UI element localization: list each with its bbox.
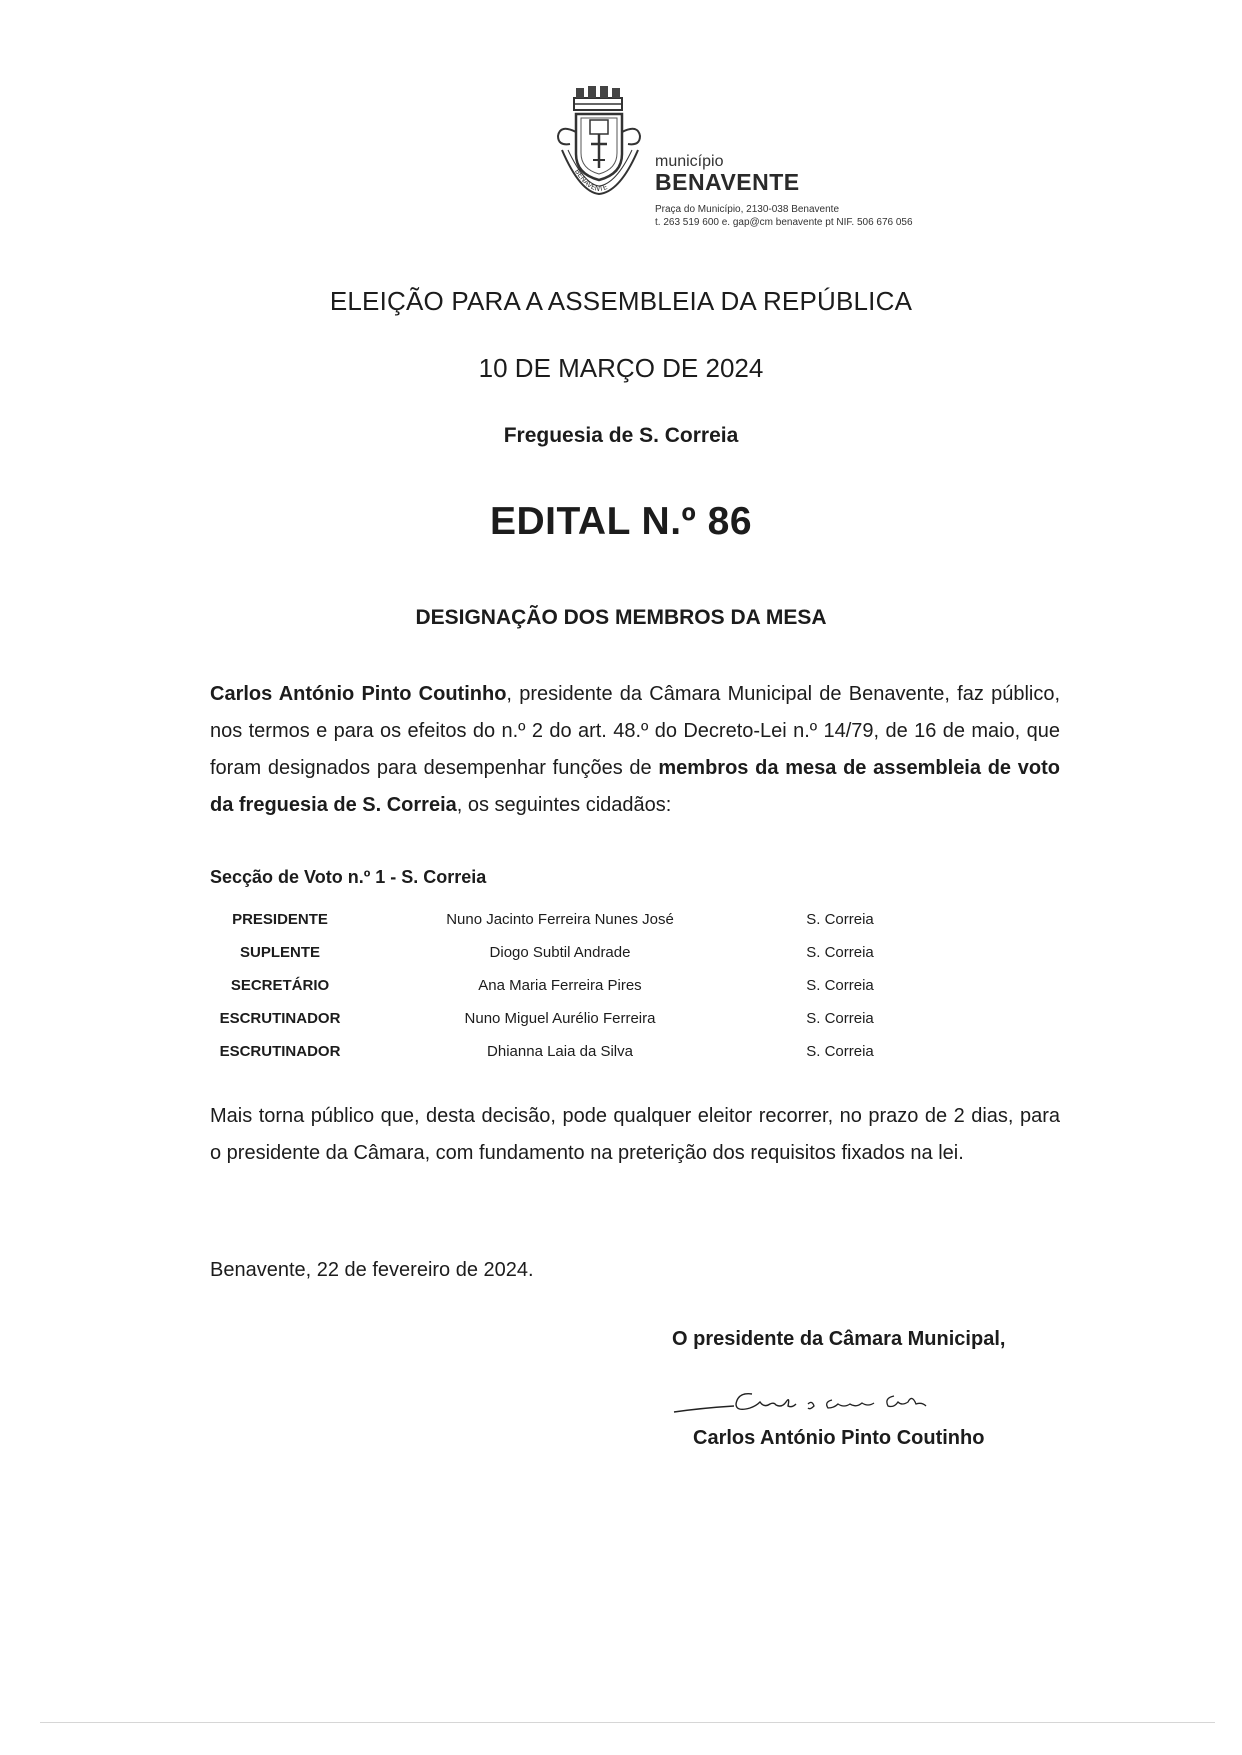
election-date: 10 DE MARÇO DE 2024	[478, 353, 764, 383]
address-block	[655, 203, 913, 229]
municipal-crest-logo	[540, 84, 658, 200]
member-role: SUPLENTE	[239, 944, 320, 961]
election-title: ELEIÇÃO PARA A ASSEMBLEIA DA REPÚBLICA	[329, 286, 913, 316]
member-role: ESCRUTINADOR	[219, 1043, 341, 1060]
member-place: S. Correia	[806, 911, 874, 928]
member-place: S. Correia	[806, 1010, 874, 1027]
member-name: Diogo Subtil Andrade	[489, 944, 631, 961]
parish-name: Freguesia de S. Correia	[503, 424, 739, 447]
member-role: ESCRUTINADOR	[219, 1010, 341, 1027]
section-title: Secção de Voto n.º 1 - S. Correia	[210, 867, 487, 887]
member-name: Nuno Miguel Aurélio Ferreira	[464, 1010, 656, 1027]
intro-text-a: , presidente da Câmara Municipal de Benavente, faz público, nos termos e para os efeitos do n.º 2 do art. 48.º do Decreto-Lei n.º 14/79, de 16 de maio, que foram designados para desempenhar funções de	[210, 683, 1061, 779]
appeal-paragraph: Mais torna público que, desta decisão, pode qualquer eleitor recorrer, no prazo de 2 dias, para o presidente da Câmara, com fundamento na preterição dos requisitos fixados na lei.	[210, 1105, 1060, 1164]
signatory-name: Carlos António Pinto Coutinho	[693, 1427, 985, 1449]
member-name: Dhianna Laia da Silva	[487, 1043, 633, 1060]
president-name-bold: Carlos António Pinto Coutinho	[210, 683, 507, 705]
footer-divider	[40, 1722, 1215, 1723]
handwritten-signature	[672, 1372, 992, 1422]
members-table	[200, 903, 920, 1068]
table-row	[200, 1002, 920, 1035]
edital-number: EDITAL N.º 86	[489, 500, 753, 543]
municipio-label: município	[655, 153, 724, 170]
member-role: PRESIDENTE	[232, 911, 328, 928]
signature-title: O presidente da Câmara Municipal,	[672, 1328, 1006, 1350]
table-row	[200, 903, 920, 936]
member-place: S. Correia	[806, 944, 874, 961]
member-name: Ana Maria Ferreira Pires	[478, 977, 642, 994]
table-row	[200, 1035, 920, 1068]
address-line-1: Praça do Município, 2130-038 Benavente	[655, 204, 840, 215]
member-role: SECRETÁRIO	[230, 977, 330, 994]
municipio-name: BENAVENTE	[655, 169, 800, 195]
member-place: S. Correia	[806, 977, 874, 994]
intro-bold-b: membros da mesa de assembleia de voto da freguesia de S. Correia	[210, 757, 1060, 816]
intro-text-c: , os seguintes cidadãos:	[456, 794, 672, 816]
address-line-2: t. 263 519 600 e. gap@cm benavente pt NIF. 506 676 056	[655, 217, 913, 228]
table-row	[200, 936, 920, 969]
intro-paragraph	[210, 676, 1060, 824]
table-row	[200, 969, 920, 1002]
member-name: Nuno Jacinto Ferreira Nunes José	[446, 911, 674, 928]
place-date: Benavente, 22 de fevereiro de 2024.	[210, 1259, 534, 1281]
crest-text: BENAVENTE	[573, 167, 609, 194]
member-place: S. Correia	[806, 1043, 874, 1060]
document-subject: DESIGNAÇÃO DOS MEMBROS DA MESA	[415, 606, 827, 629]
